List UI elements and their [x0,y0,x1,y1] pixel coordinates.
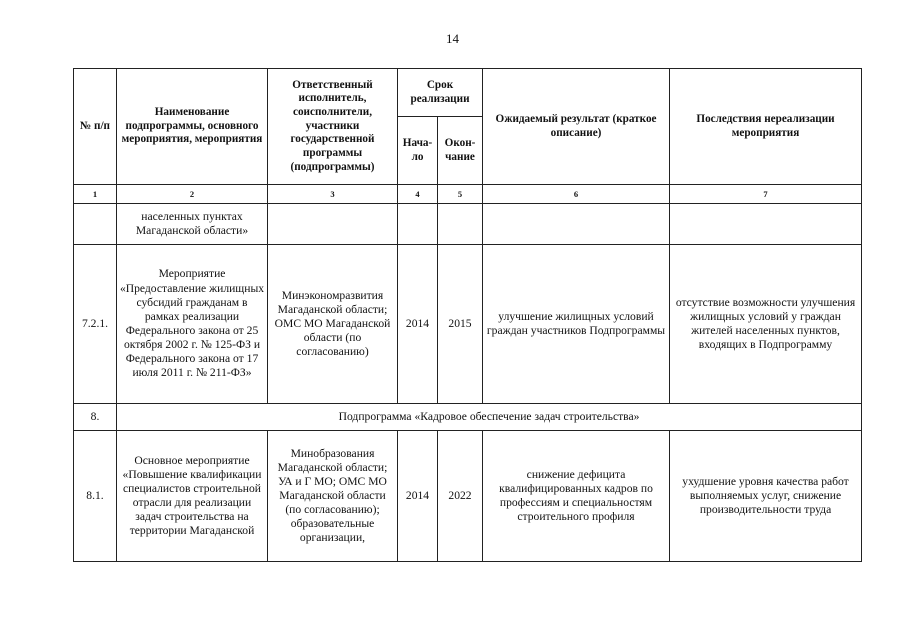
cell-num [74,204,117,245]
cell-expected-result: улучшение жилищных условий граждан участников Подпрограммы [483,245,670,404]
cell-end: 2022 [438,431,483,562]
header-start: Нача-ло [398,117,438,185]
cell-consequences: отсутствие возможности улучшения жилищных условий у граждан жителей населенных пунктов, входящих в Подпрограмму [670,245,862,404]
cell-responsible [268,204,398,245]
subprogram-title: Подпрограмма «Кадровое обеспечение задач строительства» [117,404,862,431]
column-number: 5 [438,185,483,204]
column-number: 2 [117,185,268,204]
column-numbers-row [74,185,862,204]
page-number: 14 [446,31,459,46]
column-number: 1 [74,185,117,204]
header-period: Срок реализации [398,69,483,117]
cell-end: 2015 [438,245,483,404]
column-number: 6 [483,185,670,204]
header-end: Окон-чание [438,117,483,185]
header-consequences: Последствия нереализации мероприятия [670,69,862,185]
table-row [74,404,862,431]
cell-name: Мероприятие «Предоставление жилищных субсидий гражданам в рамках реализации Федерального закона от 25 октября 2002 г. № 125-ФЗ и Федерального закона от 17 июля 2011 г. № 211-ФЗ» [117,245,268,404]
column-number: 7 [670,185,862,204]
cell-num: 8. [74,404,117,431]
table-row [74,245,862,404]
cell-consequences [670,204,862,245]
cell-num: 8.1. [74,431,117,562]
cell-end [438,204,483,245]
table-row [74,204,862,245]
program-table [73,68,862,562]
cell-num: 7.2.1. [74,245,117,404]
cell-expected-result [483,204,670,245]
cell-consequences: ухудшение уровня качества работ выполняемых услуг, снижение производительности труда [670,431,862,562]
cell-responsible: Минобразования Магаданской области; УА и Г МО; ОМС МО Магаданской области (по согласованию); образовательные организации, [268,431,398,562]
cell-start: 2014 [398,431,438,562]
header-expected-result: Ожидаемый результат (краткое описание) [483,69,670,185]
header-row [74,69,862,117]
cell-name: населенных пунктах Магаданской области» [117,204,268,245]
header-name: Наименование подпрограммы, основного мероприятия, мероприятия [117,69,268,185]
header-responsible: Ответственный исполнитель, соисполнители, участники государственной программы (подпрограммы) [268,69,398,185]
cell-responsible: Минэкономразвития Магаданской области; ОМС МО Магаданской области (по согласованию) [268,245,398,404]
cell-start [398,204,438,245]
cell-expected-result: снижение дефицита квалифицированных кадров по профессиям и специальностям строительного профиля [483,431,670,562]
cell-start: 2014 [398,245,438,404]
cell-name: Основное мероприятие «Повышение квалификации специалистов строительной отрасли для реализации задач строительства на территории Магаданской [117,431,268,562]
column-number: 4 [398,185,438,204]
column-number: 3 [268,185,398,204]
header-num: № п/п [74,69,117,185]
table-row [74,431,862,562]
